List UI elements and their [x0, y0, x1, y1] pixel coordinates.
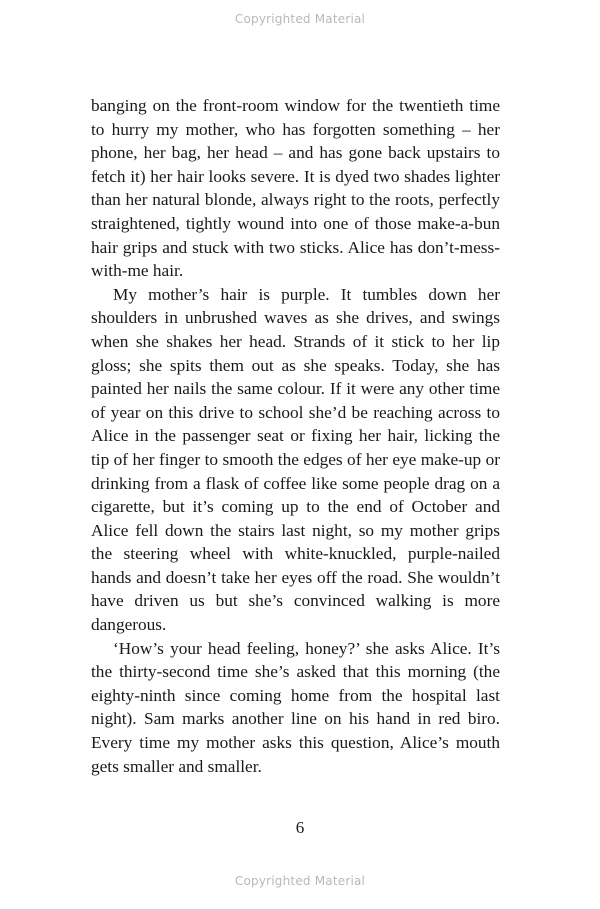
- paragraph-3: ‘How’s your head feeling, honey?’ she asks Alice. It’s the thirty-second time she’s asked that this morning (the eighty-ninth since coming home from the hospital last night). Sam marks another line on his hand in red biro. Every time my mother asks this question, Alice’s mouth gets smaller and smaller.: [91, 638, 500, 776]
- paragraph-2: My mother’s hair is purple. It tumbles down her shoulders in unbrushed waves as she drives, and swings when she shakes her head. Strands of it stick to her lip gloss; she spits them out as she speaks. Today, she has painted her nails the same colour. If it were any other time of year on this drive to school she’d be reaching across to Alice in the passenger seat or fixing her hair, licking the tip of her finger to smooth the edges of her eye make-up or drinking from a flask of coffee like some people drag on a cigarette, but it’s coming up to the end of October and Alice fell down the stairs last night, so my mother grips the steering wheel with white-knuckled, purple-nailed hands and doesn’t take her eyes off the road. She wouldn’t have driven us but she’s convinced walking is more dangerous.: [91, 284, 500, 635]
- copyright-watermark-top: Copyrighted Material: [234, 12, 366, 26]
- page-number: 6: [295, 818, 305, 837]
- page-body-text: [91, 94, 500, 778]
- copyright-watermark-bottom: Copyrighted Material: [234, 874, 366, 888]
- paragraph-1: banging on the front-room window for the twentieth time to hurry my mother, who has forgotten something – her phone, her bag, her head – and has gone back upstairs to fetch it) her hair looks severe. It is dyed two shades lighter than her natural blonde, always right to the roots, perfectly straightened, tightly wound into one of those make-a-bun hair grips and stuck with two sticks. Alice has don’t-mess-with-me hair.: [91, 96, 500, 281]
